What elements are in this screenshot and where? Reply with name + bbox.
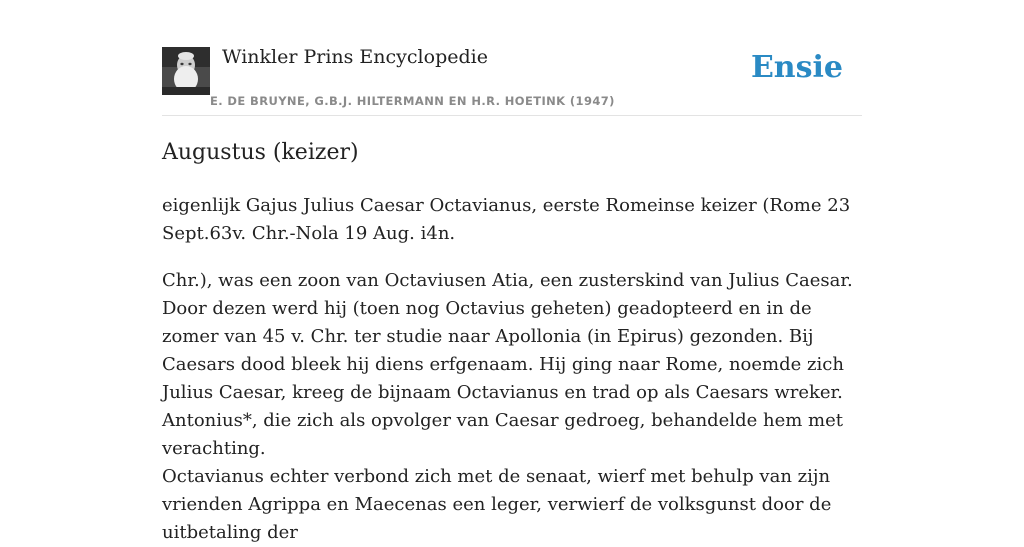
brand-logo[interactable]: Ensie: [750, 50, 843, 85]
source-authors: E. DE BRUYNE, G.B.J. HILTERMANN EN H.R. HOETINK (1947): [210, 94, 615, 108]
article-paragraph: Octavianus echter verbond zich met de senaat, wierf met behulp van zijn vrienden Agrippa en Maecenas een leger, verwierf de volksgunst door de uitbetaling der: [162, 466, 832, 543]
source-header: [162, 0, 862, 116]
portrait-icon: [162, 47, 210, 95]
author-avatar[interactable]: [162, 47, 210, 95]
source-title[interactable]: Winkler Prins Encyclopedie: [222, 46, 488, 68]
article-paragraph: eigenlijk Gajus Julius Caesar Octavianus, eerste Romeinse keizer (Rome 23 Sept.63v. Chr.-Nola 19 Aug. i4n.: [162, 195, 851, 244]
article-title: Augustus (keizer): [162, 140, 359, 165]
article-paragraph: Chr.), was een zoon van Octaviusen Atia, een zusterskind van Julius Caesar. Door dezen werd hij (toen nog Octavius geheten) geadopteerd en in de zomer van 45 v. Chr. ter studie naar Apollonia (in Epirus) gezonden. Bij Caesars dood bleek hij diens erfgenaam. Hij ging naar Rome, noemde zich Julius Caesar, kreeg de bijnaam Octavianus en trad op als Caesars wreker. Antonius*, die zich als opvolger van Caesar gedroeg, behandelde hem met verachting.: [162, 270, 853, 459]
content-column: [162, 0, 862, 543]
